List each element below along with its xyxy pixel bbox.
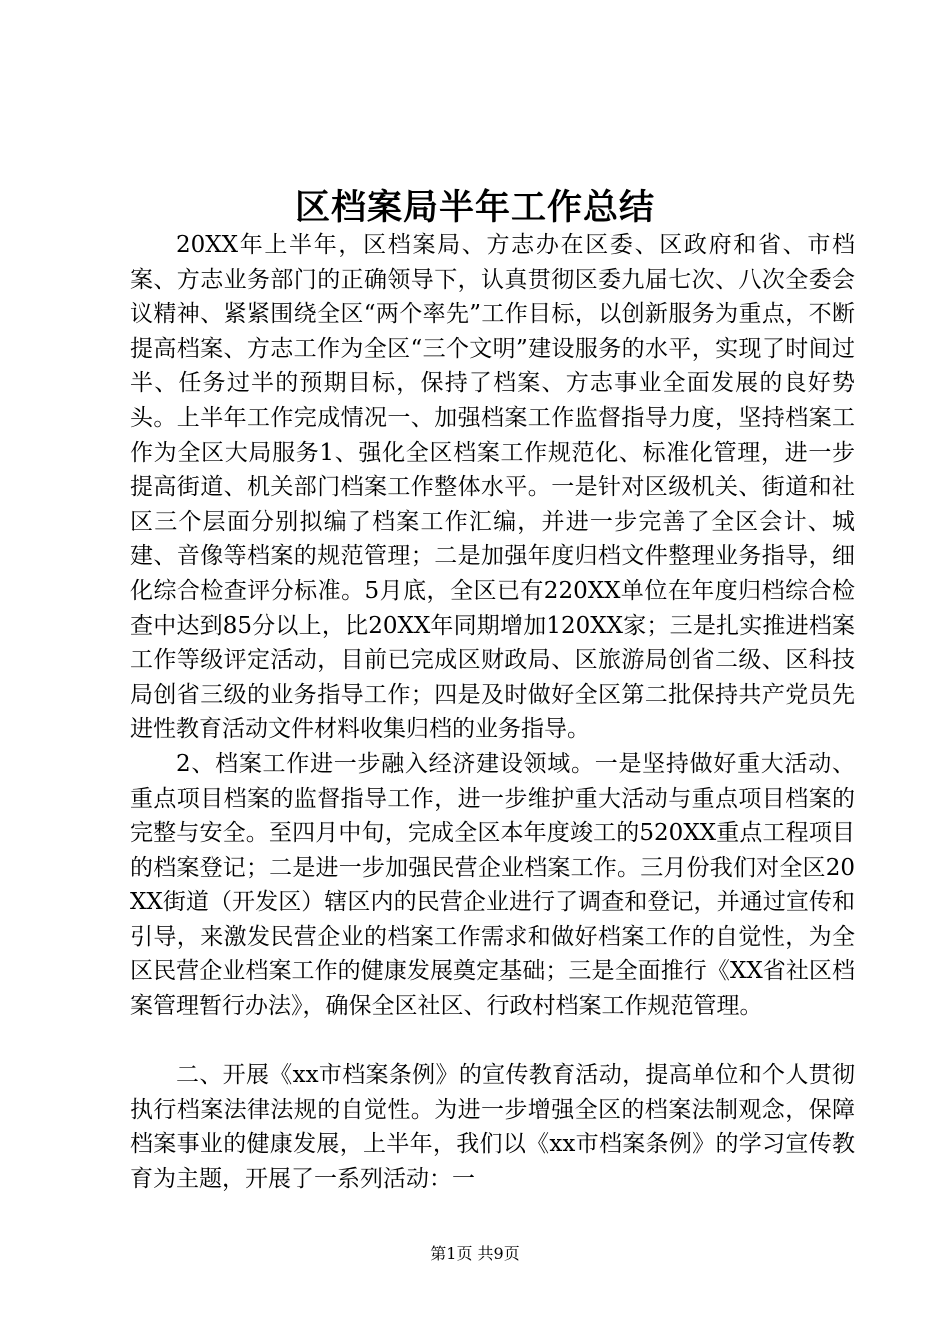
document-body <box>130 228 855 1197</box>
page-number: 第1页 共9页 <box>430 1244 520 1263</box>
page-footer <box>0 1242 950 1266</box>
document-title: 区档案局半年工作总结 <box>294 187 655 228</box>
paragraph-2: 2、档案工作进一步融入经济建设领域。一是坚持做好重大活动、重点项目档案的监督指导工作，进一步维护重大活动与重点项目档案的完整与安全。至四月中旬，完成全区本年度竣工的520XX重点工程项目的档案登记；二是进一步加强民营企业档案工作。三月份我们对全区20XX街道（开发区）辖区内的民营企业进行了调查和登记，并通过宣传和引导，来激发民营企业的档案工作需求和做好档案工作的自觉性，为全区民营企业档案工作的健康发展奠定基础；三是全面推行《XX省社区档案管理暂行办法》，确保全区社区、行政村档案工作规范管理。 <box>130 750 855 1020</box>
paragraph-3: 二、开展《xx市档案条例》的宣传教育活动，提高单位和个人贯彻执行档案法律法规的自觉性。为进一步增强全区的档案法制观念，保障档案事业的健康发展，上半年，我们以《xx市档案条例》的学习宣传教育为主题，开展了一系列活动：一 <box>130 1062 855 1193</box>
paragraph-1: 20XX年上半年，区档案局、方志办在区委、区政府和省、市档案、方志业务部门的正确领导下，认真贯彻区委九届七次、八次全委会议精神、紧紧围绕全区“两个率先”工作目标，以创新服务为重点，不断提高档案、方志工作为全区“三个文明”建设服务的水平，实现了时间过半、任务过半的预期目标，保持了档案、方志事业全面发展的良好势头。上半年工作完成情况一、加强档案工作监督指导力度，坚持档案工作为全区大局服务1、强化全区档案工作规范化、标准化管理，进一步提高街道、机关部门档案工作整体水平。一是针对区级机关、街道和社区三个层面分别拟编了档案工作汇编，并进一步完善了全区会计、城建、音像等档案的规范管理；二是加强年度归档文件整理业务指导，细化综合检查评分标准。5月底，全区已有220XX单位在年度归档综合检查中达到85分以上，比20XX年同期增加120XX家；三是扎实推进档案工作等级评定活动，目前已完成区财政局、区旅游局创省二级、区科技局创省三级的业务指导工作；四是及时做好全区第二批保持共产党员先进性教育活动文件材料收集归档的业务指导。 <box>130 232 855 743</box>
